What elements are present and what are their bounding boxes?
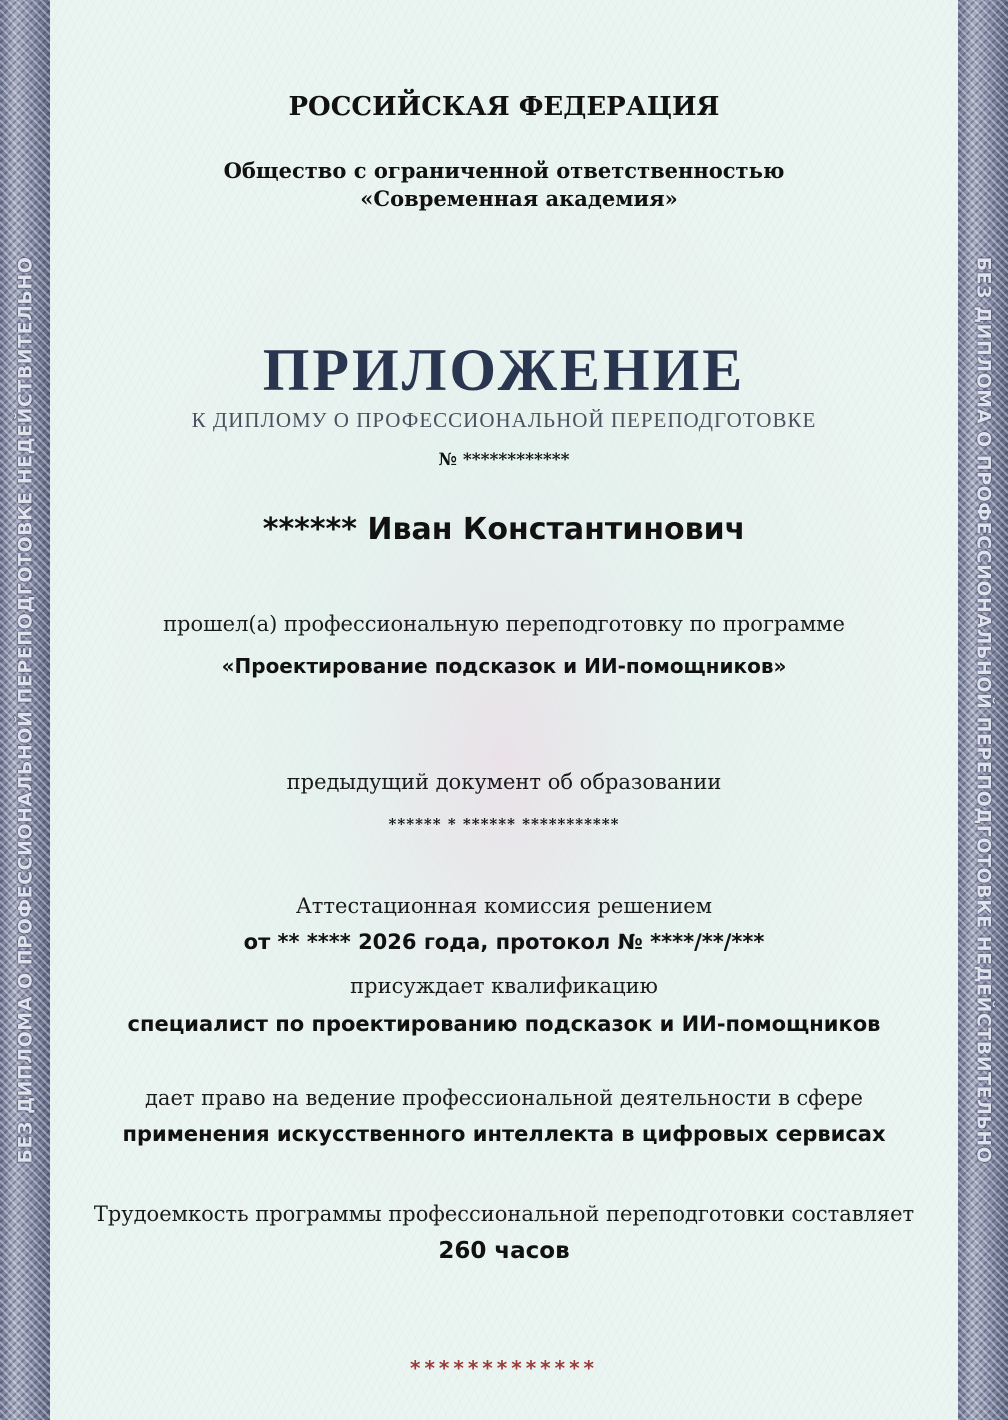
- document-subtitle: К ДИПЛОМУ О ПРОФЕССИОНАЛЬНОЙ ПЕРЕПОДГОТОВКЕ: [191, 408, 817, 432]
- qualification-label: присуждает квалификацию: [350, 974, 658, 998]
- workload-hours: 260 часов: [438, 1238, 570, 1264]
- commission-protocol: от ** **** 2026 года, протокол № ****/**/***: [243, 930, 765, 954]
- organization-type: Общество с ограниченной ответственностью: [223, 158, 785, 183]
- country-heading: РОССИЙСКАЯ ФЕДЕРАЦИЯ: [288, 92, 720, 122]
- previous-document-label: предыдущий документ об образовании: [286, 770, 722, 794]
- qualification-name: специалист по проектированию подсказок и ИИ-помощников: [127, 1012, 881, 1036]
- right-border-caption: БЕЗ ДИПЛОМА О ПРОФЕССИОНАЛЬНОЙ ПЕРЕПОДГОТОВКЕ НЕДЕЙСТВИТЕЛЬНО: [972, 256, 994, 1164]
- document-number: № ************: [438, 450, 570, 470]
- previous-document-number: ****** * ****** ***********: [388, 815, 620, 833]
- commission-label: Аттестационная комиссия решением: [295, 894, 713, 918]
- right-security-border: [958, 0, 1008, 1420]
- workload-label: Трудоемкость программы профессиональной переподготовки составляет: [93, 1202, 915, 1226]
- rights-sphere: применения искусственного интеллекта в цифровых сервисах: [122, 1122, 886, 1146]
- left-border-caption: БЕЗ ДИПЛОМА О ПРОФЕССИОНАЛЬНОЙ ПЕРЕПОДГОТОВКЕ НЕДЕЙСТВИТЕЛЬНО: [14, 256, 36, 1164]
- program-intro-text: прошел(а) профессиональную переподготовку по программе: [163, 612, 845, 636]
- recipient-full-name: ****** Иван Константинович: [262, 512, 746, 547]
- left-security-border: [0, 0, 50, 1420]
- footer-serial-number: *************: [410, 1356, 598, 1380]
- program-name: «Проектирование подсказок и ИИ-помощников»: [221, 654, 787, 678]
- rights-label: дает право на ведение профессиональной деятельности в сфере: [145, 1086, 863, 1110]
- organization-name: «Современная академия»: [360, 186, 678, 211]
- document-title: ПРИЛОЖЕНИЕ: [262, 337, 746, 403]
